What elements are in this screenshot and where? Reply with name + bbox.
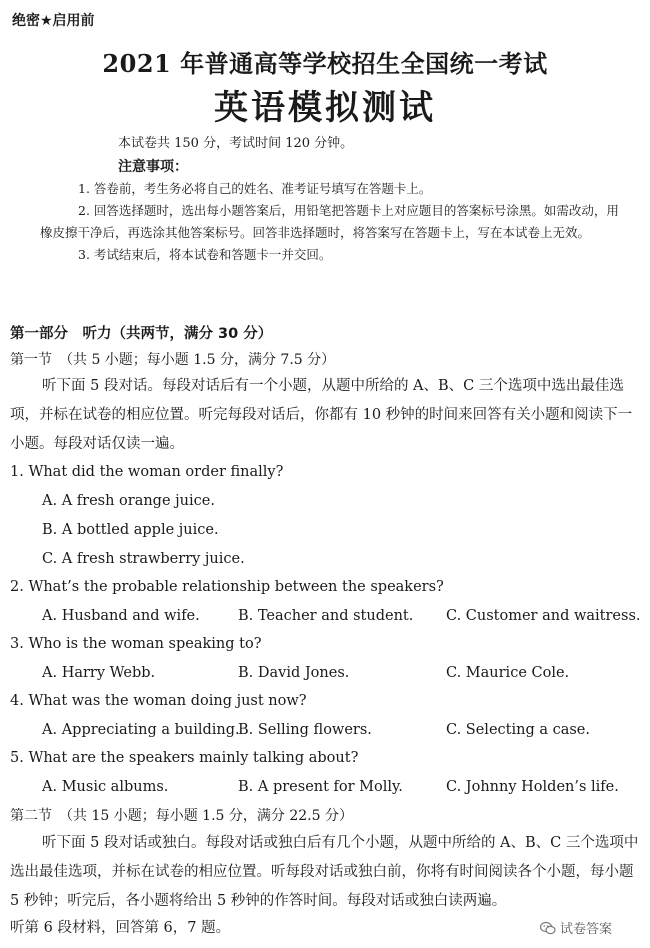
q2-option-b: B. Teacher and student.: [238, 608, 414, 624]
wechat-icon: [540, 921, 556, 935]
notice-item: 2. 回答选择题时，选出每小题答案后，用铅笔把答题卡上对应题目的答案标号涂黑。如需改动，用橡皮擦干净后，再选涂其他答案标号。回答非选择题时，将答案写在答题卡上，写在本试卷上无效。: [40, 203, 619, 240]
question-4: 4. What was the woman doing just now?: [10, 693, 307, 709]
notice-heading: 注意事项：: [118, 159, 188, 175]
question-3: 3. Who is the woman speaking to?: [10, 636, 262, 652]
notice-item: 3. 考试结束后，将本试卷和答题卡一并交回。: [78, 247, 332, 262]
material-6-prompt: 听第 6 段材料，回答第 6，7 题。: [10, 920, 231, 936]
q3-option-b: B. David Jones.: [238, 665, 350, 681]
section1-instructions: [10, 372, 640, 459]
exam-title: 2021 年普通高等学校招生全国统一考试: [102, 49, 548, 78]
confidential-label: 绝密★启用前: [12, 13, 95, 29]
q4-option-c: C. Selecting a case.: [446, 722, 590, 738]
question-1: 1. What did the woman order finally?: [10, 464, 284, 480]
section1-instructions-text: 听下面 5 段对话。每段对话后有一个小题，从题中所给的 A、B、C 三个选项中选出最佳选项，并标在试卷的相应位置。听完每段对话后，你都有 10 秒钟的时间来回答有关小题和阅读下一小题。每段对话仅读一遍。: [10, 378, 633, 452]
q2-option-c: C. Customer and waitress.: [446, 608, 641, 624]
notice-list: [40, 178, 620, 266]
question-5: 5. What are the speakers mainly talking about?: [10, 750, 359, 766]
exam-meta: 本试卷共 150 分，考试时间 120 分钟。: [118, 136, 354, 151]
watermark-text: 试卷答案: [560, 922, 613, 937]
q4-option-a: A. Appreciating a building.: [42, 722, 240, 738]
question-2: 2. What’s the probable relationship between the speakers?: [10, 579, 444, 595]
q3-option-a: A. Harry Webb.: [42, 665, 156, 681]
q5-option-b: B. A present for Molly.: [238, 779, 403, 795]
section2-instructions-text: 听下面 5 段对话或独白。每段对话或独白后有几个小题，从题中所给的 A、B、C 三个选项中选出最佳选项，并标在试卷的相应位置。听每段对话或独白前，你将有时间阅读各个小题，每小题 5 秒钟；听完后，各小题将给出 5 秒钟的作答时间。每段对话或独白读两遍。: [10, 835, 639, 909]
section2-instructions: [10, 829, 640, 916]
q5-option-c: C. Johnny Holden’s life.: [446, 779, 619, 795]
exam-subtitle: 英语模拟测试: [214, 88, 436, 128]
q4-option-b: B. Selling flowers.: [238, 722, 372, 738]
watermark: [540, 918, 612, 937]
q3-option-c: C. Maurice Cole.: [446, 665, 570, 681]
q2-option-a: A. Husband and wife.: [42, 608, 200, 624]
notice-item: 1. 答卷前，考生务必将自己的姓名、准考证号填写在答题卡上。: [78, 181, 432, 196]
q1-option-a: A. A fresh orange juice.: [42, 493, 215, 509]
q5-option-a: A. Music albums.: [42, 779, 169, 795]
part1-heading: 第一部分 听力（共两节，满分 30 分）: [10, 326, 273, 342]
section2-heading: 第二节 （共 15 小题；每小题 1.5 分，满分 22.5 分）: [10, 808, 353, 824]
q1-option-b: B. A bottled apple juice.: [42, 522, 219, 538]
section1-heading: 第一节 （共 5 小题；每小题 1.5 分，满分 7.5 分）: [10, 352, 336, 368]
q1-option-c: C. A fresh strawberry juice.: [42, 551, 245, 567]
